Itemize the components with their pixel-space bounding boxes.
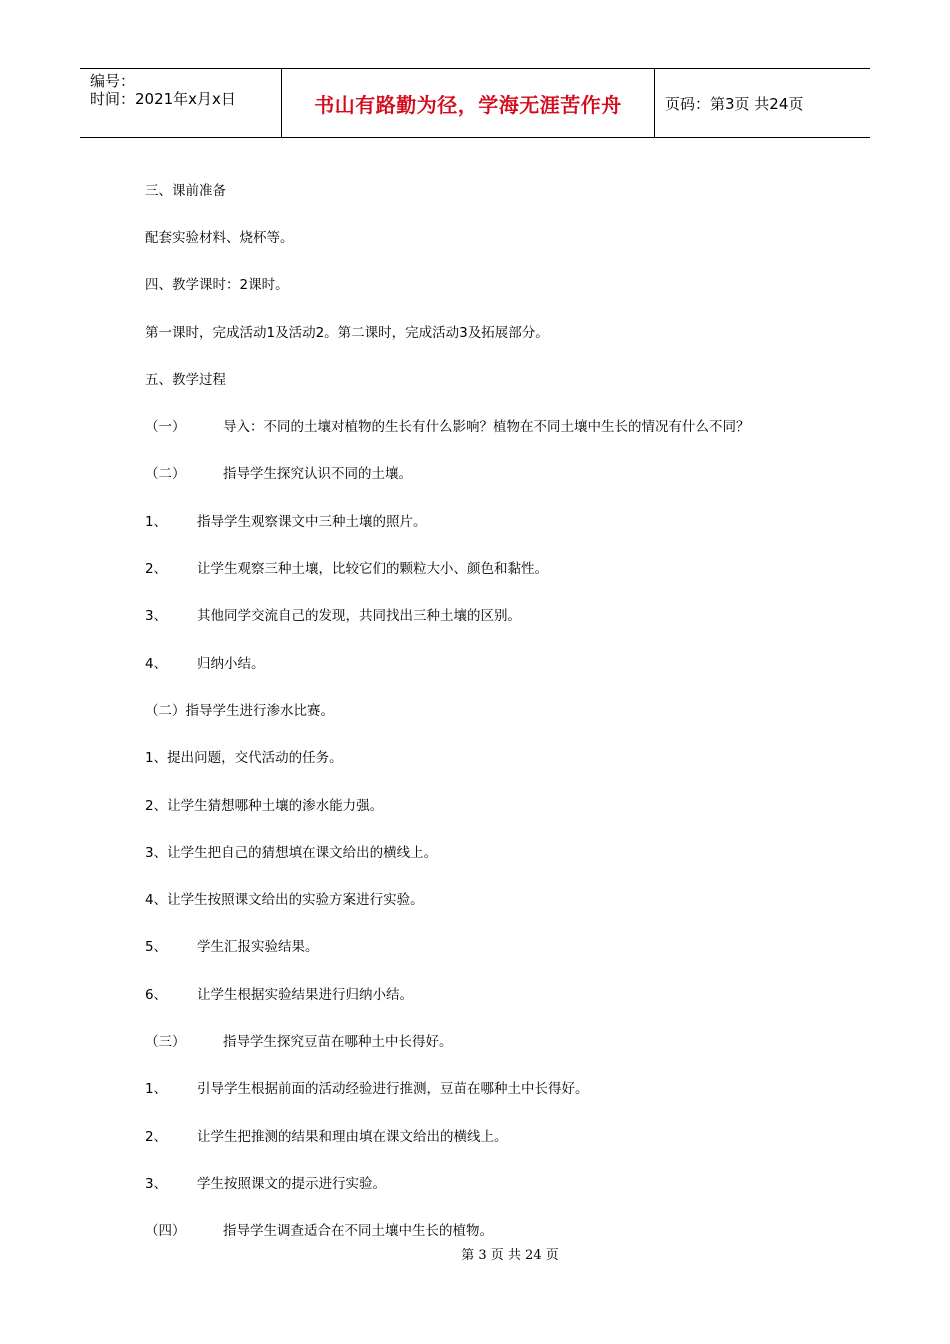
item-number: 2、 — [145, 561, 168, 578]
item-number: 5、 — [145, 939, 168, 956]
paragraph-line — [145, 638, 845, 685]
line-text: 五、教学过程 — [145, 371, 226, 388]
page-footer: 第 3 页 共 24 页 — [461, 1248, 559, 1263]
paragraph-line — [145, 1064, 845, 1111]
header-meta — [80, 69, 282, 137]
number-label: 编号： — [90, 72, 136, 90]
line-text: 归纳小结。 — [197, 655, 265, 672]
line-text: 第一课时，完成活动1及活动2。第二课时，完成活动3及拓展部分。 — [145, 324, 549, 341]
document-body — [145, 165, 845, 1253]
line-text: 让学生观察三种土壤，比较它们的颗粒大小、颜色和黏性。 — [197, 561, 548, 578]
paragraph-line — [145, 543, 845, 590]
paragraph-line — [145, 780, 845, 827]
line-text: 四、教学课时：2课时。 — [145, 277, 289, 294]
item-number: 1、 — [145, 513, 168, 530]
paragraph-line — [145, 1158, 845, 1205]
line-text: 指导学生调查适合在不同土壤中生长的植物。 — [223, 1223, 493, 1240]
line-text: 配套实验材料、烧杯等。 — [145, 229, 294, 246]
paragraph-line — [145, 401, 845, 448]
paragraph-line — [145, 212, 845, 259]
paragraph-line — [145, 307, 845, 354]
item-number: 2、 — [145, 1128, 168, 1145]
item-number: 3、 — [145, 1175, 168, 1192]
item-number: 4、 — [145, 655, 168, 672]
paragraph-line — [145, 449, 845, 496]
line-text: 学生按照课文的提示进行实验。 — [197, 1175, 386, 1192]
paragraph-line — [145, 260, 845, 307]
line-text: 1、提出问题，交代活动的任务。 — [145, 750, 343, 767]
line-text: 2、让学生猜想哪种土壤的渗水能力强。 — [145, 797, 384, 814]
line-text: 指导学生探究认识不同的土壤。 — [223, 466, 412, 483]
paragraph-line — [145, 733, 845, 780]
paragraph-line — [145, 496, 845, 543]
header-motto: 书山有路勤为径，学海无涯苦作舟 — [282, 69, 655, 137]
page-header — [80, 68, 870, 138]
paragraph-line — [145, 685, 845, 732]
line-text: 学生汇报实验结果。 — [197, 939, 319, 956]
line-text: 导入：不同的土壤对植物的生长有什么影响？植物在不同土壤中生长的情况有什么不同？ — [223, 419, 750, 436]
item-number: （四） — [145, 1223, 186, 1240]
item-number: （二） — [145, 466, 186, 483]
item-number: （一） — [145, 419, 186, 436]
paragraph-line — [145, 969, 845, 1016]
line-text: 引导学生根据前面的活动经验进行推测，豆苗在哪种土中长得好。 — [197, 1081, 589, 1098]
item-number: 6、 — [145, 986, 168, 1003]
line-text: 三、课前准备 — [145, 182, 226, 199]
time-label: 时间：2021年x月x日 — [90, 90, 236, 108]
paragraph-line — [145, 874, 845, 921]
paragraph-line — [145, 354, 845, 401]
item-number: （三） — [145, 1033, 186, 1050]
line-text: （二）指导学生进行渗水比赛。 — [145, 702, 334, 719]
line-text: 让学生把推测的结果和理由填在课文给出的横线上。 — [197, 1128, 508, 1145]
line-text: 指导学生探究豆苗在哪种土中长得好。 — [223, 1033, 453, 1050]
item-number: 1、 — [145, 1081, 168, 1098]
header-page-info: 页码：第3页 共24页 — [665, 94, 804, 113]
paragraph-line — [145, 1016, 845, 1063]
line-text: 让学生根据实验结果进行归纳小结。 — [197, 986, 413, 1003]
paragraph-line — [145, 922, 845, 969]
line-text: 4、让学生按照课文给出的实验方案进行实验。 — [145, 892, 424, 909]
paragraph-line — [145, 1111, 845, 1158]
line-text: 其他同学交流自己的发现，共同找出三种土壤的区别。 — [197, 608, 521, 625]
line-text: 3、让学生把自己的猜想填在课文给出的横线上。 — [145, 844, 438, 861]
line-text: 指导学生观察课文中三种土壤的照片。 — [197, 513, 427, 530]
item-number: 3、 — [145, 608, 168, 625]
paragraph-line — [145, 827, 845, 874]
paragraph-line — [145, 591, 845, 638]
paragraph-line — [145, 165, 845, 212]
